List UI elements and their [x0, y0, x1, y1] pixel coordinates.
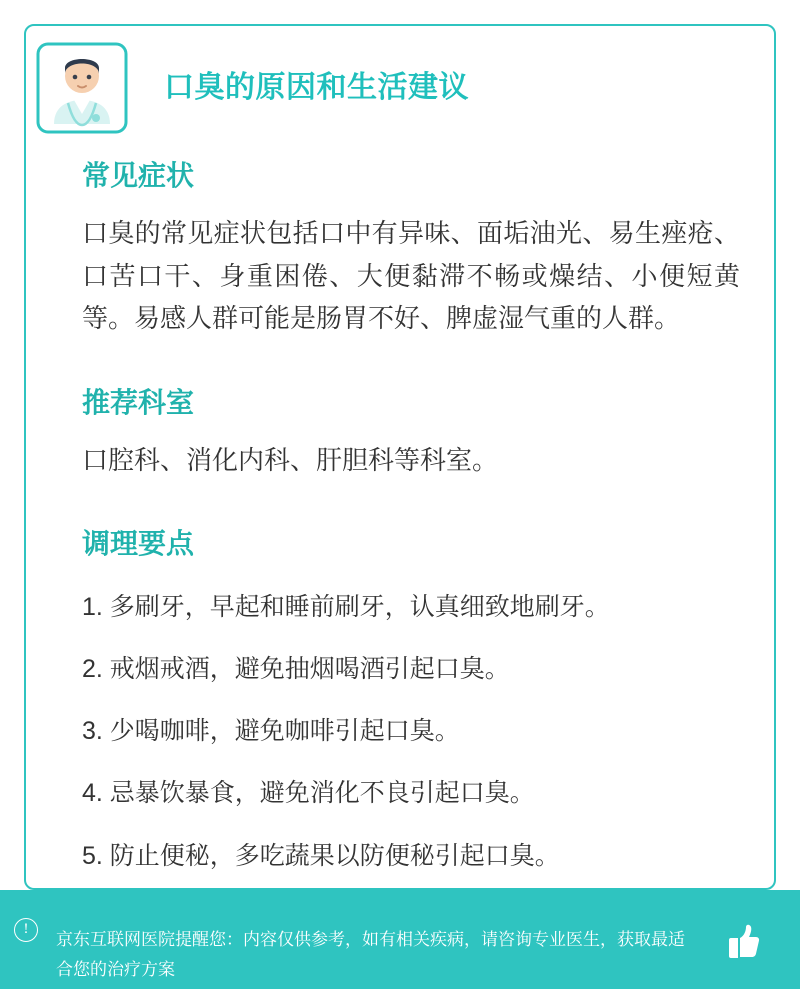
tips-list — [82, 589, 740, 874]
list-item: 2. 戒烟戒酒，避免抽烟喝酒引起口臭。 — [82, 654, 510, 683]
section-heading-department: 推荐科室 — [82, 386, 195, 418]
thumbs-up-icon[interactable] — [718, 918, 764, 964]
list-item: 5. 防止便秘，多吃蔬果以防便秘引起口臭。 — [82, 841, 560, 870]
info-icon: ! — [14, 918, 38, 942]
list-item: 3. 少喝咖啡，避免咖啡引起口臭。 — [82, 717, 460, 745]
page-title: 口臭的原因和生活建议 — [164, 71, 469, 104]
doctor-avatar-icon — [34, 40, 130, 136]
section-text-symptoms: 口臭的常见症状包括口中有异味、面垢油光、易生痤疮、口苦口干、身重困倦、大便黏滞不畅或燥结、小便短黄等。易感人群可能是肠胃不好、脾虚湿气重的人群。 — [82, 218, 740, 333]
section-heading-tips: 调理要点 — [82, 528, 195, 560]
footer-disclaimer-text: 京东互联网医院提醒您：内容仅供参考，如有相关疾病，请咨询专业医生，获取最适合您的治疗方案 — [56, 930, 685, 979]
section-heading-symptoms: 常见症状 — [82, 160, 195, 191]
section-text-department: 口腔科、消化内科、肝胆科等科室。 — [82, 445, 499, 476]
list-item: 4. 忌暴饮暴食，避免消化不良引起口臭。 — [82, 779, 535, 808]
list-item: 1. 多刷牙，早起和睡前刷牙，认真细致地刷牙。 — [82, 592, 610, 621]
advice-card — [24, 24, 776, 890]
footer-disclaimer-bar — [0, 890, 800, 989]
